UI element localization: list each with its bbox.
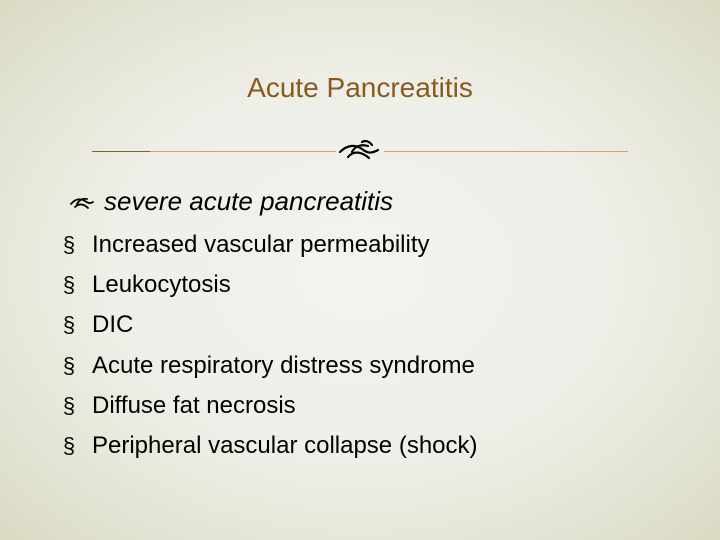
bullet-glyph: § xyxy=(62,352,76,378)
section-heading-row xyxy=(70,184,393,218)
list-item xyxy=(62,305,478,345)
ornamental-curl-icon xyxy=(70,193,94,211)
ornamental-curl-icon xyxy=(338,136,382,166)
title-divider-right xyxy=(384,151,628,152)
slide-title: Acute Pancreatitis xyxy=(247,72,473,103)
list-item-text: Diffuse fat necrosis xyxy=(92,391,296,419)
list-item-text: Leukocytosis xyxy=(92,271,231,299)
bullet-glyph: § xyxy=(62,312,76,338)
list-item xyxy=(62,225,478,265)
bullet-glyph: § xyxy=(62,392,76,418)
list-item xyxy=(62,265,478,305)
section-heading: severe acute pancreatitis xyxy=(104,185,394,216)
bullet-glyph: § xyxy=(62,272,76,298)
bullet-list xyxy=(62,225,478,466)
list-item xyxy=(62,386,478,426)
title-divider-left-accent xyxy=(92,151,150,152)
list-item-text: DIC xyxy=(92,311,134,339)
list-item-text: Increased vascular permeability xyxy=(92,231,430,259)
list-item-text: Peripheral vascular collapse (shock) xyxy=(92,432,478,460)
bullet-glyph: § xyxy=(62,433,76,459)
list-item xyxy=(62,426,478,466)
list-item-text: Acute respiratory distress syndrome xyxy=(92,351,475,379)
bullet-glyph: § xyxy=(62,232,76,258)
list-item xyxy=(62,346,478,386)
